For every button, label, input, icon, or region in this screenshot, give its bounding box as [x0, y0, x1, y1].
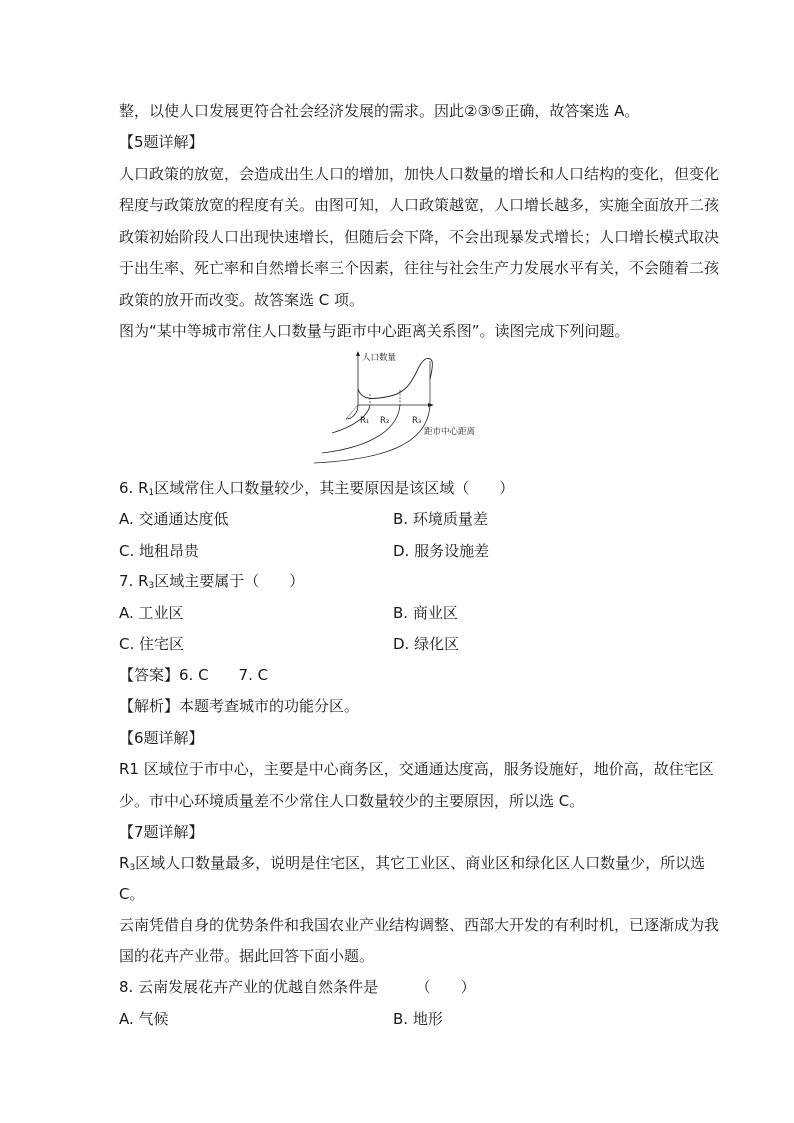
text-line: 程度与政策放宽的程度有关。由图可知，人口政策越宽，人口增长越多，实施全面放开二孩: [119, 196, 720, 214]
text-line: 国的花卉产业带。据此回答下面小题。: [119, 947, 375, 965]
section-heading: 【7题详解】: [119, 823, 204, 841]
text-line: C。: [119, 885, 145, 903]
q6-option-a: A. 交通通达度低: [119, 510, 229, 528]
q8-option-b: B. 地形: [393, 1010, 443, 1028]
text-line: 政策的放开而改变。故答案选 C 项。: [119, 291, 365, 309]
population-curve: [358, 358, 432, 398]
x-axis-arrow: [428, 403, 434, 407]
question-8-stem: 8. 云南发展花卉产业的优越自然条件是 （ ）: [119, 978, 476, 996]
population-distance-figure: [312, 349, 482, 467]
analysis-line: 【解析】本题考查城市的功能分区。: [119, 697, 360, 715]
x-axis-label: 距市中心距离: [424, 427, 476, 437]
text-line: 少。市中心环境质量差不少常住人口数量较少的主要原因，所以选 C。: [119, 792, 585, 810]
y-axis-arrow: [356, 351, 360, 356]
question-7-stem: 7. $R_3$区域主要属于（ ）: [119, 572, 305, 591]
section-heading: 【6题详解】: [119, 729, 204, 747]
q8-option-a: A. 气候: [119, 1010, 169, 1028]
text-line: 人口政策的放宽，会造成出生人口的增加，加快人口数量的增长和人口结构的变化，但变化: [119, 165, 720, 183]
q6-option-b: B. 环境质量差: [393, 510, 488, 528]
answer-line: 【答案】6. C 7. C: [119, 666, 269, 684]
zone-label-r2: R₂: [380, 416, 390, 426]
zone-label-r3: R₃: [412, 416, 422, 426]
q7-option-b: B. 商业区: [393, 604, 458, 622]
text-line: 云南凭借自身的优势条件和我国农业产业结构调整、西部大开发的有利时机，已逐渐成为我: [119, 916, 720, 934]
q7-option-a: A. 工业区: [119, 604, 184, 622]
text-line: 政策初始阶段人口出现快速增长，但随后会下降，不会出现暴发式增长；人口增长模式取决: [119, 228, 720, 246]
q7-option-d: D. 绿化区: [393, 635, 460, 653]
text-line: 于出生率、死亡率和自然增长率三个因素，往往与社会生产力发展水平有关，不会随着二孩: [119, 259, 720, 277]
text-line: 整，以使人口发展更符合社会经济发展的需求。因此②③⑤正确，故答案选 A。: [119, 102, 640, 120]
text-line: R1 区域位于市中心，主要是中心商务区，交通通达度高，服务设施好，地价高，故住宅区: [119, 760, 714, 778]
q6-option-d: D. 服务设施差: [393, 542, 490, 560]
section-heading: 【5题详解】: [119, 133, 204, 151]
zone-arc: [322, 405, 400, 453]
zone-arc: [314, 405, 430, 463]
q7-option-c: C. 住宅区: [119, 635, 185, 653]
text-line: $R_3$区域人口数量最多，说明是住宅区，其它工业区、商业区和绿化区人口数量少，所以选: [119, 854, 706, 873]
q6-option-c: C. 地租昂贵: [119, 542, 200, 560]
zone-label-r1: R₁: [360, 416, 370, 426]
y-axis-label: 人口数量: [362, 353, 397, 363]
question-6-stem: 6. $R_1$区域常住人口数量较少，其主要原因是该区域（ ）: [119, 479, 515, 498]
figure-intro: 图为“某中等城市常住人口数量与距市中心距离关系图”。读图完成下列问题。: [119, 322, 630, 340]
